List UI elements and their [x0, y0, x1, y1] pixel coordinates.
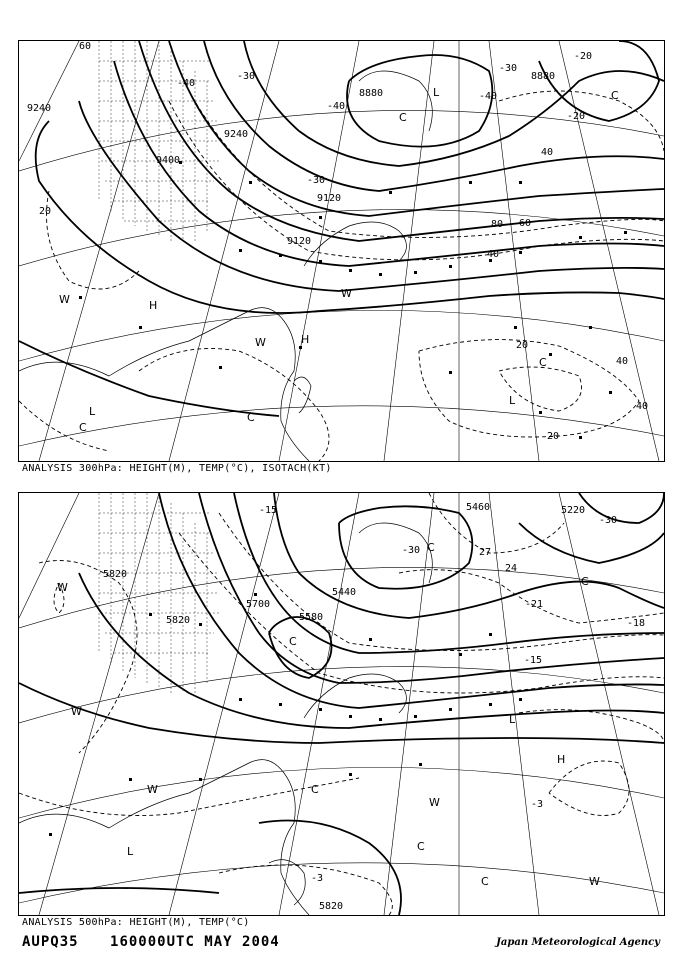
height-contours [19, 41, 664, 416]
pressure-center: C [481, 875, 489, 888]
pressure-center: H [149, 299, 158, 312]
pressure-center: W [59, 293, 70, 306]
pressure-center: W [71, 705, 82, 718]
height-label: 5440 [332, 587, 357, 598]
height-label: 9400 [156, 155, 181, 166]
height-label: 5700 [246, 599, 271, 610]
isotach-label: 80 [491, 219, 504, 230]
longitude-grid [19, 493, 659, 915]
temp-label: -15 [259, 505, 278, 516]
pressure-center: L [127, 845, 134, 858]
pressure-center: W [429, 796, 440, 809]
valid-time: 160000UTC MAY 2004 [110, 934, 280, 950]
temp-label: -3 [531, 799, 544, 810]
temp-label: -30 [499, 63, 518, 74]
coastlines [19, 523, 432, 915]
agency-name: Japan Meteorological Agency [496, 937, 660, 948]
pressure-center: W [341, 287, 352, 300]
height-label: 9120 [287, 236, 312, 247]
isotach-label: 40 [541, 147, 554, 158]
caption-500hpa: ANALYSIS 500hPa: HEIGHT(M), TEMP(°C) [22, 917, 250, 928]
height-label: 9120 [317, 193, 342, 204]
temp-label: -30 [307, 175, 326, 186]
temp-label: -40 [327, 101, 346, 112]
height-contours [19, 493, 664, 915]
height-label: 5820 [103, 569, 128, 580]
temp-label: -21 [525, 599, 544, 610]
height-label: 5820 [319, 901, 344, 912]
height-label: 8880 [359, 88, 384, 99]
isotach-label: 40 [636, 401, 649, 412]
height-label: 5220 [561, 505, 586, 516]
height-label: 5460 [466, 502, 491, 513]
pressure-center: W [147, 783, 158, 796]
isotach-label: 60 [519, 218, 532, 229]
isotach-label: 40 [487, 249, 500, 260]
pressure-center: L [509, 394, 516, 407]
chart-code: AUPQ35 [22, 934, 79, 950]
pressure-center: H [301, 333, 310, 346]
temp-label: -20 [574, 51, 593, 62]
isotach-label: 20 [516, 340, 529, 351]
latitude-grid [19, 110, 664, 446]
pressure-center: C [581, 575, 589, 588]
isotherms [19, 493, 664, 915]
pressure-center: C [79, 421, 87, 434]
temp-label: -40 [479, 91, 498, 102]
temp-label: -30 [237, 71, 256, 82]
pressure-center: C [539, 356, 547, 369]
station-markers [79, 161, 627, 439]
height-label: 5820 [166, 615, 191, 626]
height-label: 9240 [224, 129, 249, 140]
pressure-center: C [611, 89, 619, 102]
height-label: 9240 [27, 103, 52, 114]
temp-label: -30 [402, 545, 421, 556]
caption-300hpa: ANALYSIS 300hPa: HEIGHT(M), TEMP(°C), ISOTACH(KT) [22, 463, 332, 474]
pressure-center: C [289, 635, 297, 648]
map-500hpa-svg [19, 493, 664, 915]
temp-label: -40 [177, 78, 196, 89]
analysis-300hpa-map [18, 40, 665, 462]
height-label: 8880 [531, 71, 556, 82]
isotach-label: 20 [39, 206, 52, 217]
temp-label: 60 [79, 41, 92, 52]
temp-label: -3 [311, 873, 324, 884]
temp-label: -20 [567, 111, 586, 122]
temp-label: -15 [524, 655, 543, 666]
pressure-center: W [255, 336, 266, 349]
isotach-lines [19, 91, 664, 461]
temp-label: -30 [599, 515, 618, 526]
pressure-center: W [57, 581, 68, 594]
pressure-center: W [589, 875, 600, 888]
map-300hpa-svg [19, 41, 664, 461]
isotach-label: 20 [547, 431, 560, 442]
pressure-center: C [427, 541, 435, 554]
pressure-center: H [557, 753, 566, 766]
chart-header-line [22, 934, 302, 950]
pressure-center: L [433, 86, 440, 99]
height-label: 5580 [299, 612, 324, 623]
pressure-center: C [417, 840, 425, 853]
temp-label: -18 [627, 618, 646, 629]
pressure-center: C [399, 111, 407, 124]
hatched-region [99, 493, 219, 693]
pressure-center: C [247, 411, 255, 424]
temp-label: 27 [479, 547, 492, 558]
temp-label: 24 [505, 563, 518, 574]
pressure-center: C [311, 783, 319, 796]
pressure-center: L [509, 713, 516, 726]
latitude-grid [19, 567, 664, 903]
isotach-label: 40 [616, 356, 629, 367]
analysis-500hpa-map [18, 492, 665, 916]
pressure-center: L [89, 405, 96, 418]
